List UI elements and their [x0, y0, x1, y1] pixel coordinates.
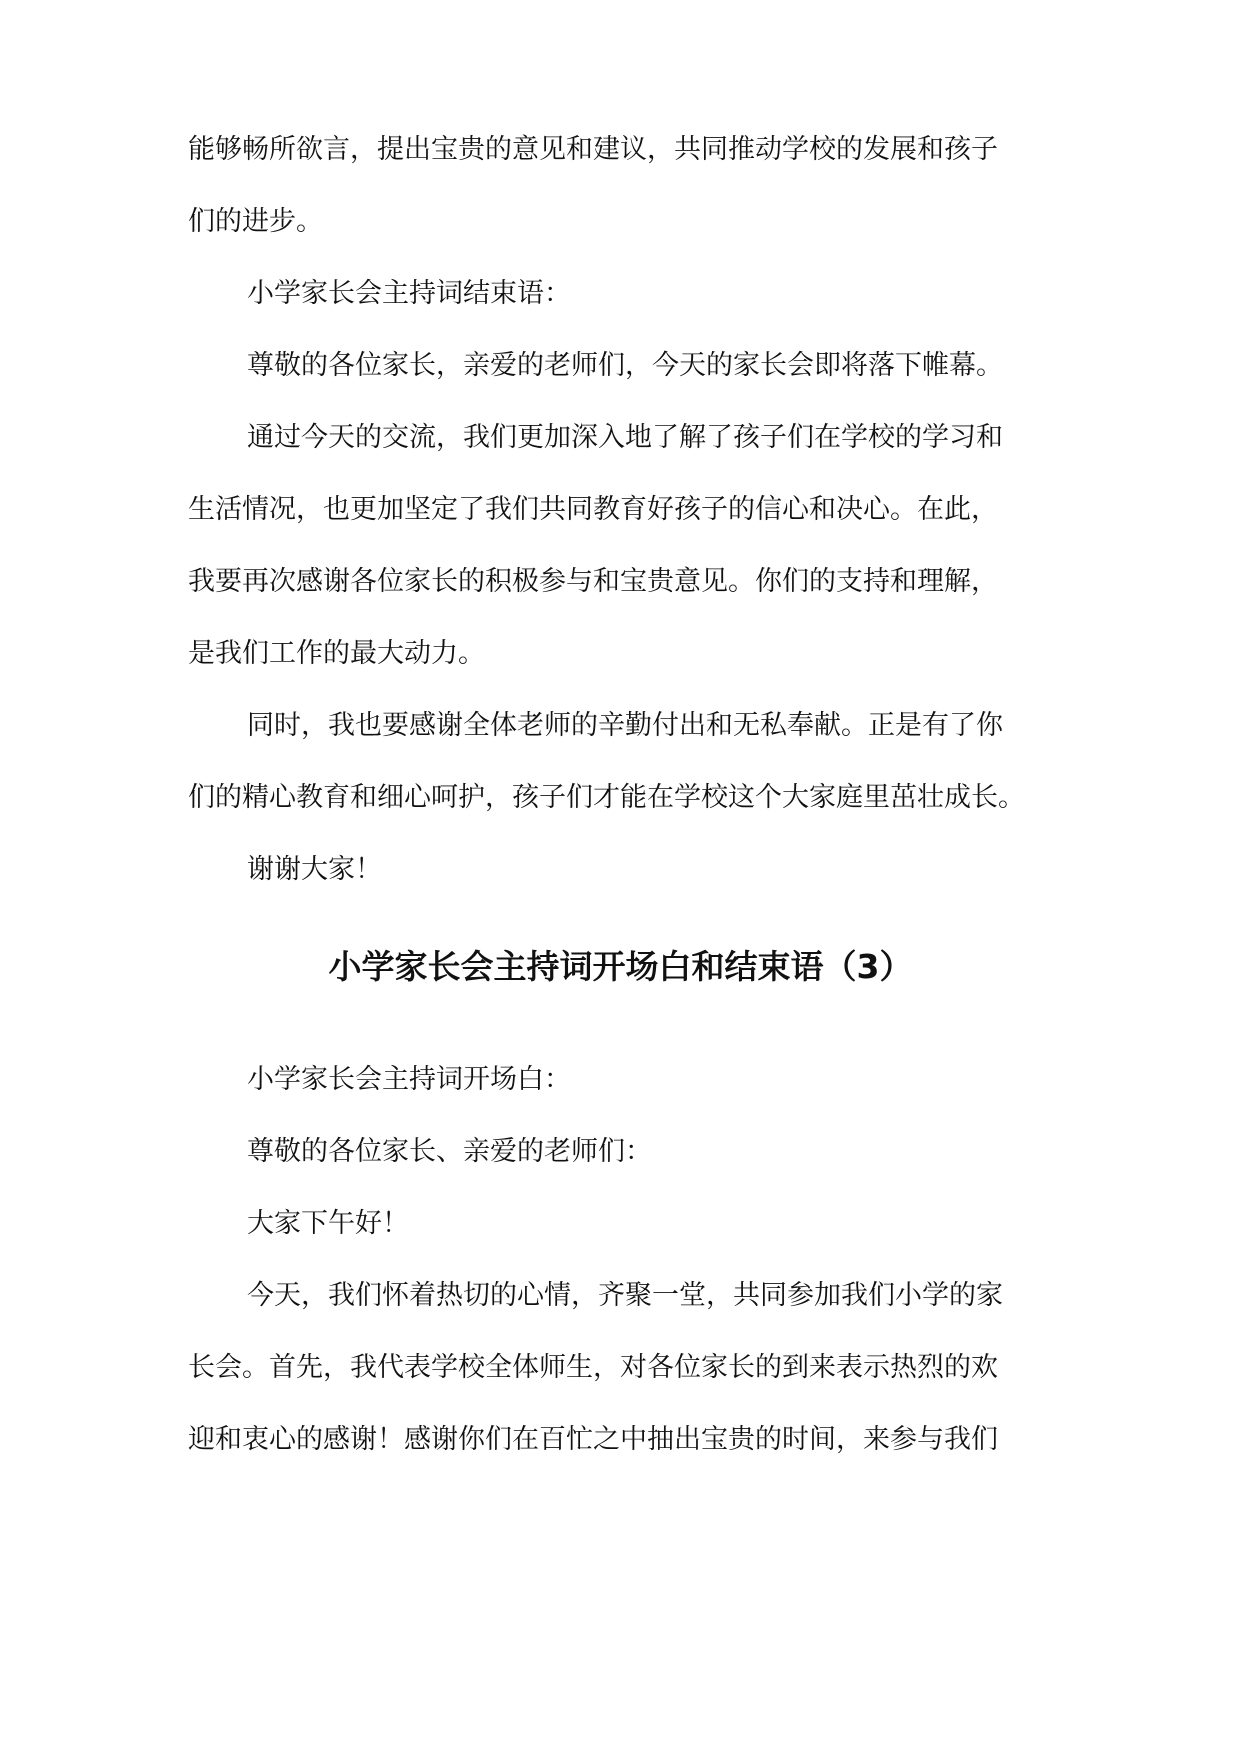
paragraph-line: 我要再次感谢各位家长的积极参与和宝贵意见。你们的支持和理解， [188, 566, 998, 597]
paragraph-line: 今天，我们怀着热切的心情，齐聚一堂，共同参加我们小学的家 [247, 1280, 1003, 1311]
paragraph-line: 能够畅所欲言，提出宝贵的意见和建议，共同推动学校的发展和孩子 [188, 134, 998, 165]
paragraph-line: 同时，我也要感谢全体老师的辛勤付出和无私奉献。正是有了你 [247, 710, 1003, 741]
paragraph-line: 生活情况，也更加坚定了我们共同教育好孩子的信心和决心。在此， [188, 494, 998, 525]
paragraph-line: 们的进步。 [188, 206, 323, 237]
paragraph-line: 是我们工作的最大动力。 [188, 638, 485, 669]
paragraph-line: 迎和衷心的感谢！感谢你们在百忙之中抽出宝贵的时间，来参与我们 [188, 1424, 998, 1455]
paragraph-line: 长会。首先，我代表学校全体师生，对各位家长的到来表示热烈的欢 [188, 1352, 998, 1383]
paragraph-line: 尊敬的各位家长，亲爱的老师们，今天的家长会即将落下帷幕。 [247, 350, 1003, 381]
section-label: 小学家长会主持词开场白： [247, 1064, 571, 1095]
paragraph-line: 们的精心教育和细心呵护，孩子们才能在学校这个大家庭里茁壮成长。 [188, 782, 1025, 813]
paragraph-line: 谢谢大家！ [247, 854, 382, 885]
section-heading: 小学家长会主持词开场白和结束语（3） [328, 947, 913, 986]
section-label: 小学家长会主持词结束语： [247, 278, 571, 309]
paragraph-line: 大家下午好！ [247, 1208, 409, 1239]
paragraph-line: 通过今天的交流，我们更加深入地了解了孩子们在学校的学习和 [247, 422, 1003, 453]
paragraph-line: 尊敬的各位家长、亲爱的老师们： [247, 1136, 652, 1167]
